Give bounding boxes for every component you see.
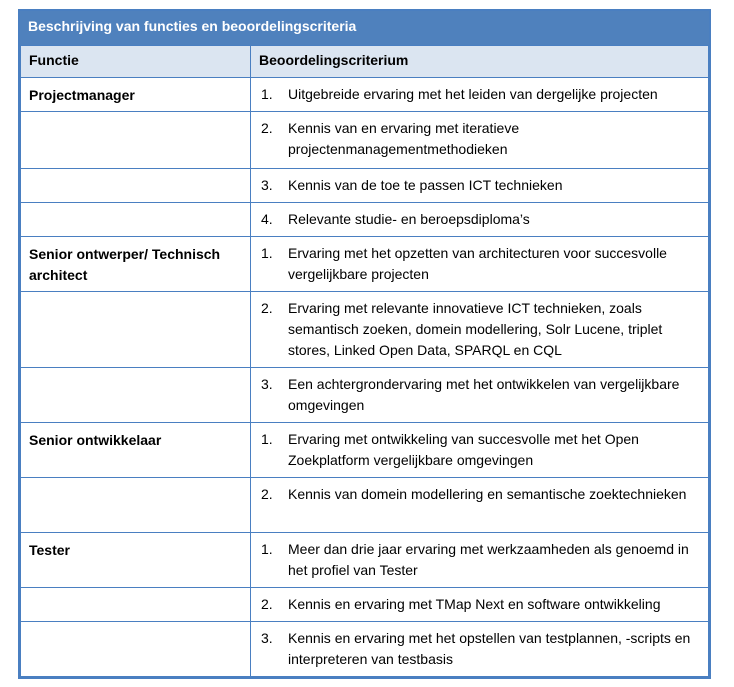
criterium-text: Kennis van domein modellering en semantische zoektechnieken <box>288 486 687 502</box>
table-title: Beschrijving van functies en beoordelingscriteria <box>20 11 709 45</box>
criterium-number: 3. <box>261 630 273 646</box>
criterium-cell <box>251 237 709 292</box>
table-row <box>21 588 709 622</box>
header-functie: Functie <box>21 46 251 78</box>
table-row <box>21 112 709 169</box>
criterium-cell <box>251 533 709 588</box>
criterium-text: Een achtergrondervaring met het ontwikkelen van vergelijkbare omgevingen <box>288 376 680 413</box>
criterium-cell <box>251 292 709 368</box>
criterium-text: Ervaring met relevante innovatieve ICT technieken, zoals semantisch zoeken, domein modellering, Solr Lucene, triplet stores, Linked Open Data, SPARQL en CQL <box>288 300 663 358</box>
criterium-number: 1. <box>261 245 273 261</box>
functie-cell: Tester <box>21 533 251 588</box>
criterium-number: 1. <box>261 541 273 557</box>
criteria-table <box>18 9 711 679</box>
header-row <box>21 46 709 78</box>
criterium-text: Ervaring met ontwikkeling van succesvolle met het Open Zoekplatform vergelijkbare omgevingen <box>288 431 639 468</box>
table-row <box>21 533 709 588</box>
table-row <box>21 292 709 368</box>
functie-cell <box>21 169 251 203</box>
table-row <box>21 237 709 292</box>
criterium-text: Ervaring met het opzetten van architecturen voor succesvolle vergelijkbare projecten <box>288 245 667 282</box>
criterium-text: Relevante studie- en beroepsdiploma’s <box>288 211 530 227</box>
criterium-number: 2. <box>261 486 273 502</box>
functie-cell <box>21 112 251 169</box>
criterium-cell <box>251 112 709 169</box>
header-criterium: Beoordelingscriterium <box>251 46 709 78</box>
functie-cell <box>21 368 251 423</box>
functie-cell <box>21 478 251 533</box>
criterium-text: Kennis van en ervaring met iteratieve projectenmanagementmethodieken <box>288 120 520 157</box>
criterium-text: Kennis van de toe te passen ICT technieken <box>288 177 563 193</box>
functie-cell <box>21 622 251 677</box>
criterium-cell <box>251 368 709 423</box>
functie-cell: Senior ontwerper/ Technisch architect <box>21 237 251 292</box>
criterium-number: 4. <box>261 211 273 227</box>
functie-cell <box>21 292 251 368</box>
criterium-cell <box>251 588 709 622</box>
criterium-number: 3. <box>261 177 273 193</box>
table-row <box>21 169 709 203</box>
criterium-cell <box>251 203 709 237</box>
table-row <box>21 478 709 533</box>
functie-cell: Projectmanager <box>21 78 251 112</box>
criteria-grid <box>20 45 709 677</box>
criterium-number: 3. <box>261 376 273 392</box>
criterium-cell <box>251 423 709 478</box>
functie-cell <box>21 588 251 622</box>
functie-cell <box>21 203 251 237</box>
table-row <box>21 368 709 423</box>
criterium-text: Meer dan drie jaar ervaring met werkzaamheden als genoemd in het profiel van Tester <box>288 541 689 578</box>
criterium-number: 1. <box>261 86 273 102</box>
criterium-cell <box>251 478 709 533</box>
table-row <box>21 78 709 112</box>
table-row <box>21 203 709 237</box>
criterium-number: 2. <box>261 300 273 316</box>
criterium-number: 1. <box>261 431 273 447</box>
criterium-cell <box>251 622 709 677</box>
functie-cell: Senior ontwikkelaar <box>21 423 251 478</box>
criterium-text: Uitgebreide ervaring met het leiden van dergelijke projecten <box>288 86 658 102</box>
criterium-cell <box>251 78 709 112</box>
table-row <box>21 622 709 677</box>
criterium-text: Kennis en ervaring met TMap Next en software ontwikkeling <box>288 596 661 612</box>
criterium-cell <box>251 169 709 203</box>
table-row <box>21 423 709 478</box>
criterium-text: Kennis en ervaring met het opstellen van testplannen, -scripts en interpreteren van testbasis <box>288 630 691 667</box>
criterium-number: 2. <box>261 120 273 136</box>
criterium-number: 2. <box>261 596 273 612</box>
